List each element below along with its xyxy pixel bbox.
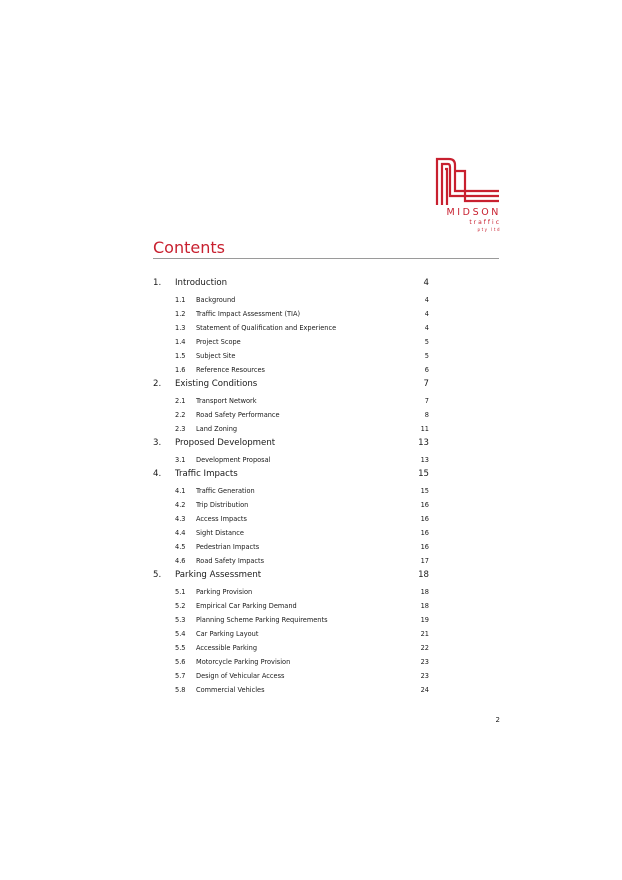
logo-name: MIDSON bbox=[446, 207, 501, 218]
toc-subsection[interactable] bbox=[153, 499, 429, 513]
toc-number: 1.5 bbox=[175, 352, 186, 360]
toc-number: 2.3 bbox=[175, 425, 186, 433]
toc-subsection[interactable] bbox=[153, 600, 429, 614]
toc-subsection[interactable] bbox=[153, 423, 429, 437]
toc-subsection[interactable] bbox=[153, 364, 429, 378]
logo-subtitle: traffic bbox=[469, 219, 501, 226]
toc-subsection[interactable] bbox=[153, 527, 429, 541]
toc-subsection[interactable] bbox=[153, 294, 429, 308]
toc-label: Motorcycle Parking Provision bbox=[196, 658, 291, 666]
toc-subsection[interactable] bbox=[153, 656, 429, 670]
toc-section[interactable] bbox=[153, 379, 429, 394]
toc-label: Parking Provision bbox=[196, 588, 253, 596]
toc-section[interactable] bbox=[153, 570, 429, 585]
toc-subsection[interactable] bbox=[153, 555, 429, 569]
toc-page: 23 bbox=[420, 672, 429, 680]
toc-label: Transport Network bbox=[196, 397, 257, 405]
toc-subsection[interactable] bbox=[153, 586, 429, 600]
toc-label: Statement of Qualification and Experience bbox=[196, 324, 337, 332]
toc-section[interactable] bbox=[153, 438, 429, 453]
toc-number: 5.5 bbox=[175, 644, 186, 652]
toc-subsection[interactable] bbox=[153, 642, 429, 656]
toc-subsection[interactable] bbox=[153, 541, 429, 555]
toc-subsection[interactable] bbox=[153, 485, 429, 499]
toc-label: Road Safety Impacts bbox=[196, 557, 265, 565]
toc-number: 1.6 bbox=[175, 366, 186, 374]
toc-label: Traffic Impact Assessment (TIA) bbox=[196, 310, 301, 318]
toc-number: 4.4 bbox=[175, 529, 186, 537]
toc-label: Access Impacts bbox=[196, 515, 247, 523]
toc-subsection[interactable] bbox=[153, 684, 429, 698]
toc-number: 3.1 bbox=[175, 456, 186, 464]
toc-number: 4.6 bbox=[175, 557, 186, 565]
toc-label: Existing Conditions bbox=[175, 379, 258, 389]
toc-number: 5. bbox=[153, 570, 162, 580]
toc-page: 15 bbox=[420, 487, 429, 495]
table-of-contents bbox=[153, 278, 429, 698]
toc-label: Sight Distance bbox=[196, 529, 244, 537]
toc-page: 17 bbox=[420, 557, 429, 565]
toc-subsection[interactable] bbox=[153, 454, 429, 468]
toc-subsection[interactable] bbox=[153, 513, 429, 527]
toc-number: 1.4 bbox=[175, 338, 186, 346]
toc-number: 1.1 bbox=[175, 296, 186, 304]
logo-mark-icon bbox=[435, 155, 501, 205]
toc-page: 24 bbox=[420, 686, 429, 694]
toc-number: 2.1 bbox=[175, 397, 186, 405]
toc-number: 5.4 bbox=[175, 630, 186, 638]
toc-label: Car Parking Layout bbox=[196, 630, 259, 638]
toc-subsection[interactable] bbox=[153, 322, 429, 336]
page-number: 2 bbox=[495, 716, 500, 724]
toc-label: Land Zoning bbox=[196, 425, 238, 433]
toc-label: Planning Scheme Parking Requirements bbox=[196, 616, 328, 624]
toc-label: Commercial Vehicles bbox=[196, 686, 265, 694]
toc-label: Reference Resources bbox=[196, 366, 265, 374]
toc-label: Subject Site bbox=[196, 352, 236, 360]
toc-label: Development Proposal bbox=[196, 456, 271, 464]
toc-label: Pedestrian Impacts bbox=[196, 543, 260, 551]
toc-page: 7 bbox=[424, 397, 429, 405]
toc-number: 5.6 bbox=[175, 658, 186, 666]
toc-page: 13 bbox=[420, 456, 429, 464]
toc-page: 19 bbox=[420, 616, 429, 624]
toc-page: 6 bbox=[424, 366, 429, 374]
toc-subsection[interactable] bbox=[153, 336, 429, 350]
toc-number: 5.7 bbox=[175, 672, 186, 680]
toc-subsection[interactable] bbox=[153, 350, 429, 364]
toc-number: 4.5 bbox=[175, 543, 186, 551]
toc-page: 23 bbox=[420, 658, 429, 666]
toc-label: Project Scope bbox=[196, 338, 241, 346]
toc-subsection[interactable] bbox=[153, 308, 429, 322]
toc-number: 4.3 bbox=[175, 515, 186, 523]
title-divider bbox=[153, 258, 499, 259]
toc-page: 18 bbox=[420, 602, 429, 610]
toc-page: 4 bbox=[424, 324, 429, 332]
toc-label: Background bbox=[196, 296, 236, 304]
toc-page: 4 bbox=[424, 310, 429, 318]
toc-number: 5.3 bbox=[175, 616, 186, 624]
toc-number: 4.2 bbox=[175, 501, 186, 509]
toc-subsection[interactable] bbox=[153, 628, 429, 642]
toc-subsection[interactable] bbox=[153, 614, 429, 628]
toc-number: 5.1 bbox=[175, 588, 186, 596]
page-title: Contents bbox=[153, 238, 225, 257]
toc-subsection[interactable] bbox=[153, 409, 429, 423]
toc-label: Proposed Development bbox=[175, 438, 276, 448]
toc-number: 4.1 bbox=[175, 487, 186, 495]
toc-page: 18 bbox=[420, 588, 429, 596]
toc-page: 13 bbox=[418, 438, 429, 448]
toc-page: 4 bbox=[424, 296, 429, 304]
toc-page: 18 bbox=[418, 570, 429, 580]
toc-number: 1. bbox=[153, 278, 162, 288]
toc-page: 22 bbox=[420, 644, 429, 652]
toc-page: 16 bbox=[420, 543, 429, 551]
toc-page: 11 bbox=[420, 425, 429, 433]
midson-traffic-logo bbox=[435, 155, 501, 237]
toc-page: 4 bbox=[423, 278, 429, 288]
toc-page: 15 bbox=[418, 469, 429, 479]
toc-page: 16 bbox=[420, 515, 429, 523]
toc-page: 5 bbox=[424, 352, 429, 360]
toc-number: 5.8 bbox=[175, 686, 186, 694]
toc-subsection[interactable] bbox=[153, 395, 429, 409]
toc-label: Parking Assessment bbox=[175, 570, 262, 580]
toc-section[interactable] bbox=[153, 278, 429, 293]
toc-section[interactable] bbox=[153, 469, 429, 484]
toc-page: 7 bbox=[423, 379, 429, 389]
toc-subsection[interactable] bbox=[153, 670, 429, 684]
toc-number: 4. bbox=[153, 469, 162, 479]
toc-label: Introduction bbox=[175, 278, 228, 288]
toc-page: 16 bbox=[420, 529, 429, 537]
toc-label: Trip Distribution bbox=[196, 501, 249, 509]
toc-number: 3. bbox=[153, 438, 162, 448]
toc-label: Road Safety Performance bbox=[196, 411, 280, 419]
toc-number: 1.2 bbox=[175, 310, 186, 318]
toc-page: 16 bbox=[420, 501, 429, 509]
toc-page: 5 bbox=[424, 338, 429, 346]
toc-label: Design of Vehicular Access bbox=[196, 672, 285, 680]
logo-subtitle-2: pty ltd bbox=[477, 227, 501, 232]
toc-page: 8 bbox=[424, 411, 429, 419]
toc-number: 5.2 bbox=[175, 602, 186, 610]
toc-page: 21 bbox=[420, 630, 429, 638]
toc-label: Traffic Impacts bbox=[175, 469, 238, 479]
toc-label: Traffic Generation bbox=[196, 487, 255, 495]
toc-number: 1.3 bbox=[175, 324, 186, 332]
toc-label: Empirical Car Parking Demand bbox=[196, 602, 297, 610]
toc-number: 2.2 bbox=[175, 411, 186, 419]
toc-label: Accessible Parking bbox=[196, 644, 258, 652]
toc-number: 2. bbox=[153, 379, 162, 389]
